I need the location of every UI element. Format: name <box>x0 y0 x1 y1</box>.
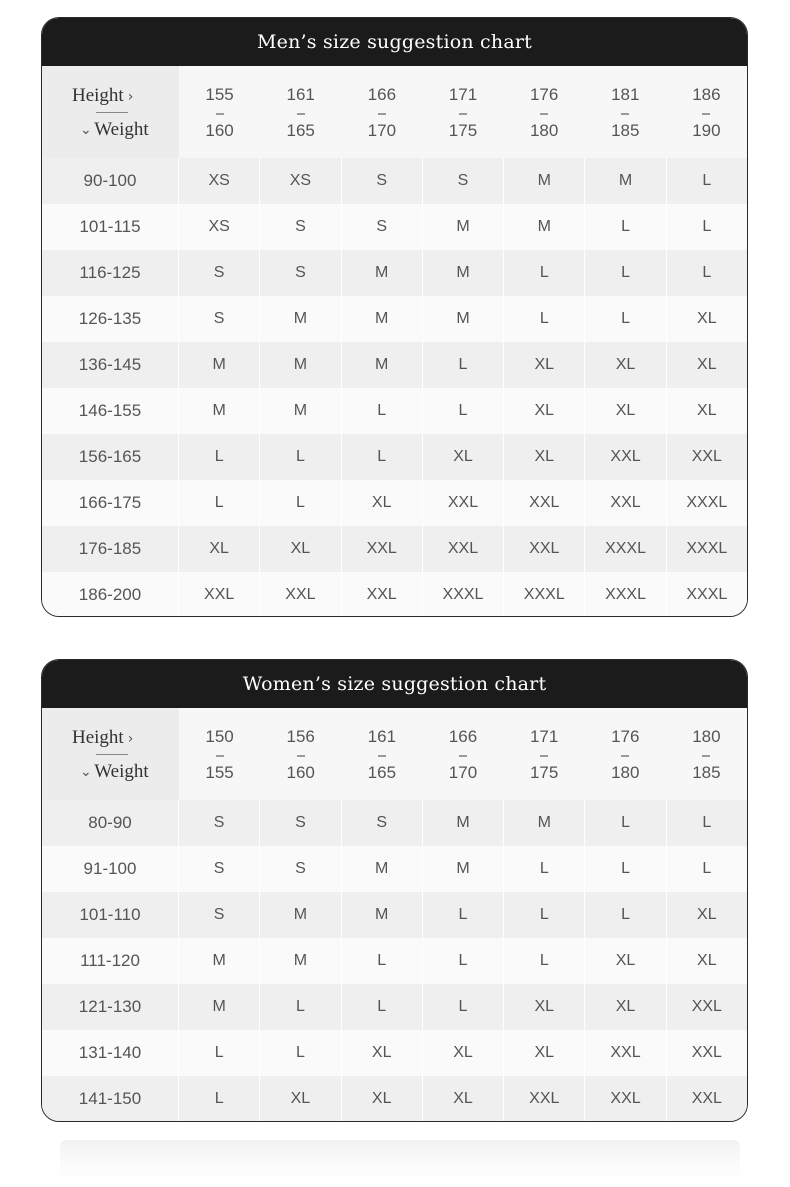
table-row <box>42 250 747 296</box>
table-row <box>42 434 747 480</box>
table-row <box>42 388 747 434</box>
size-cell: M <box>342 892 423 938</box>
size-cell: S <box>423 158 504 204</box>
size-cell: M <box>179 984 260 1030</box>
range-dash <box>459 755 467 757</box>
men-table-body <box>42 158 747 617</box>
height-range-end: 175 <box>448 121 478 140</box>
size-cell: M <box>342 342 423 388</box>
range-dash <box>540 113 548 115</box>
weight-range-cell: 136-145 <box>42 342 179 388</box>
men-height-label: Height <box>72 85 124 106</box>
size-cell: XL <box>667 342 747 388</box>
size-cell: XXL <box>342 572 423 617</box>
size-cell: XL <box>585 342 666 388</box>
size-cell: XXXL <box>667 526 747 572</box>
weight-range-cell: 111-120 <box>42 938 179 984</box>
height-range-end: 165 <box>367 763 397 782</box>
chevron-down-icon: ⌄ <box>80 764 92 780</box>
size-cell: M <box>423 846 504 892</box>
size-cell: XL <box>504 434 585 480</box>
men-height-header-cell <box>585 66 666 158</box>
size-cell: XXL <box>504 1076 585 1122</box>
men-height-label-group <box>72 85 133 107</box>
size-cell: XXL <box>504 526 585 572</box>
size-cell: L <box>667 204 747 250</box>
height-range-start: 161 <box>286 85 315 104</box>
size-cell: M <box>504 800 585 846</box>
height-range-end: 165 <box>286 121 315 140</box>
size-cell: XXL <box>585 434 666 480</box>
size-cell: XXL <box>179 572 260 617</box>
size-cell: XL <box>504 342 585 388</box>
size-cell: L <box>260 1030 341 1076</box>
size-cell: L <box>667 846 747 892</box>
size-cell: M <box>179 388 260 434</box>
women-height-header-cell <box>260 708 341 800</box>
size-cell: L <box>585 250 666 296</box>
size-cell: L <box>423 984 504 1030</box>
table-row <box>42 846 747 892</box>
range-dash <box>378 113 386 115</box>
height-range-start: 171 <box>529 727 559 746</box>
size-cell: L <box>504 250 585 296</box>
size-cell: M <box>260 342 341 388</box>
size-cell: L <box>179 480 260 526</box>
table-row <box>42 938 747 984</box>
size-cell: XXXL <box>504 572 585 617</box>
size-cell: M <box>342 296 423 342</box>
size-cell: L <box>423 938 504 984</box>
table-row <box>42 892 747 938</box>
women-corner-divider <box>96 754 128 755</box>
height-range-end: 175 <box>529 763 559 782</box>
size-cell: XL <box>667 388 747 434</box>
table-row <box>42 984 747 1030</box>
height-range-start: 156 <box>286 727 315 746</box>
size-cell: XXL <box>667 1076 747 1122</box>
size-cell: XL <box>667 938 747 984</box>
size-cell: XL <box>504 1030 585 1076</box>
range-dash <box>459 113 467 115</box>
height-range-start: 171 <box>448 85 478 104</box>
table-row <box>42 526 747 572</box>
weight-range-cell: 80-90 <box>42 800 179 846</box>
size-cell: XL <box>667 892 747 938</box>
size-cell: XS <box>179 158 260 204</box>
range-dash <box>621 755 629 757</box>
size-cell: XL <box>585 388 666 434</box>
women-height-header-cell <box>341 708 422 800</box>
women-table-body <box>42 800 747 1122</box>
size-cell: M <box>342 250 423 296</box>
range-dash <box>702 113 710 115</box>
size-cell: L <box>585 846 666 892</box>
size-cell: L <box>585 296 666 342</box>
men-height-columns <box>179 66 747 158</box>
table-row <box>42 204 747 250</box>
range-dash <box>216 755 224 757</box>
men-chart-title: Men’s size suggestion chart <box>42 18 747 66</box>
height-range-end: 180 <box>611 763 640 782</box>
men-header-row <box>42 66 747 158</box>
size-cell: XL <box>585 938 666 984</box>
size-cell: L <box>260 984 341 1030</box>
women-corner-cell <box>42 708 179 800</box>
table-row <box>42 342 747 388</box>
size-cell: S <box>179 296 260 342</box>
size-cell: M <box>260 938 341 984</box>
women-weight-label <box>80 761 149 783</box>
size-cell: L <box>585 892 666 938</box>
height-range-end: 155 <box>205 763 234 782</box>
range-dash <box>540 755 548 757</box>
size-cell: L <box>260 480 341 526</box>
women-height-label-group <box>72 727 133 749</box>
size-cell: S <box>179 250 260 296</box>
height-range-end: 160 <box>205 121 234 140</box>
size-cell: XL <box>260 1076 341 1122</box>
size-cell: XXL <box>667 984 747 1030</box>
size-cell: L <box>342 984 423 1030</box>
size-cell: XXL <box>504 480 585 526</box>
size-cell: S <box>342 158 423 204</box>
size-cell: S <box>342 800 423 846</box>
size-cell: L <box>423 388 504 434</box>
size-cell: M <box>179 938 260 984</box>
weight-range-cell: 146-155 <box>42 388 179 434</box>
height-range-start: 176 <box>611 727 640 746</box>
height-range-start: 150 <box>205 727 234 746</box>
size-cell: L <box>667 800 747 846</box>
chevron-right-icon: › <box>127 89 134 105</box>
size-cell: XXXL <box>585 572 666 617</box>
size-cell: S <box>260 250 341 296</box>
height-range-start: 161 <box>367 727 397 746</box>
table-row <box>42 800 747 846</box>
size-cell: XS <box>260 158 341 204</box>
height-range-start: 186 <box>692 85 721 104</box>
size-cell: M <box>423 250 504 296</box>
size-cell: XXL <box>667 434 747 480</box>
size-cell: M <box>260 892 341 938</box>
size-cell: XXXL <box>667 572 747 617</box>
size-cell: M <box>504 158 585 204</box>
weight-range-cell: 141-150 <box>42 1076 179 1122</box>
size-cell: L <box>504 892 585 938</box>
size-cell: XL <box>342 1030 423 1076</box>
height-range-start: 155 <box>205 85 234 104</box>
height-range-start: 180 <box>692 727 721 746</box>
women-header-row <box>42 708 747 800</box>
range-dash <box>297 755 305 757</box>
size-cell: XXL <box>585 480 666 526</box>
height-range-end: 170 <box>448 763 478 782</box>
men-height-header-cell <box>341 66 422 158</box>
women-height-header-cell <box>585 708 666 800</box>
size-cell: XL <box>423 1076 504 1122</box>
height-range-end: 185 <box>692 763 721 782</box>
table-row <box>42 572 747 617</box>
size-cell: S <box>260 800 341 846</box>
table-row <box>42 296 747 342</box>
size-cell: XL <box>504 984 585 1030</box>
height-range-end: 170 <box>367 121 397 140</box>
chevron-right-icon: › <box>127 731 134 747</box>
bottom-shadow-strip <box>60 1140 740 1184</box>
size-cell: M <box>423 296 504 342</box>
weight-range-cell: 90-100 <box>42 158 179 204</box>
weight-range-cell: 186-200 <box>42 572 179 617</box>
size-cell: M <box>423 204 504 250</box>
weight-range-cell: 91-100 <box>42 846 179 892</box>
size-cell: S <box>260 846 341 892</box>
weight-range-cell: 176-185 <box>42 526 179 572</box>
height-range-start: 166 <box>367 85 397 104</box>
height-range-end: 185 <box>611 121 640 140</box>
size-cell: XS <box>179 204 260 250</box>
women-height-label: Height <box>72 727 124 748</box>
size-cell: XL <box>423 434 504 480</box>
men-corner-divider <box>96 112 128 113</box>
size-cell: L <box>342 434 423 480</box>
size-cell: XL <box>342 480 423 526</box>
height-range-start: 166 <box>448 727 478 746</box>
height-range-start: 176 <box>529 85 559 104</box>
size-cell: XXXL <box>423 572 504 617</box>
range-dash <box>702 755 710 757</box>
size-cell: XL <box>667 296 747 342</box>
size-cell: M <box>179 342 260 388</box>
size-cell: XL <box>179 526 260 572</box>
men-weight-label <box>80 119 149 141</box>
size-cell: XXL <box>423 526 504 572</box>
size-cell: M <box>585 158 666 204</box>
size-cell: M <box>504 204 585 250</box>
size-cell: S <box>179 892 260 938</box>
weight-range-cell: 121-130 <box>42 984 179 1030</box>
size-cell: XXL <box>260 572 341 617</box>
size-cell: L <box>423 342 504 388</box>
men-height-header-cell <box>260 66 341 158</box>
size-cell: XXL <box>342 526 423 572</box>
range-dash <box>621 113 629 115</box>
size-cell: L <box>179 1030 260 1076</box>
size-cell: XXL <box>585 1030 666 1076</box>
size-cell: S <box>179 846 260 892</box>
size-cell: L <box>179 1076 260 1122</box>
size-cell: XXL <box>585 1076 666 1122</box>
size-cell: L <box>667 250 747 296</box>
weight-range-cell: 166-175 <box>42 480 179 526</box>
women-height-header-cell <box>504 708 585 800</box>
men-height-header-cell <box>179 66 260 158</box>
size-cell: L <box>342 938 423 984</box>
size-cell: XL <box>504 388 585 434</box>
size-cell: L <box>585 204 666 250</box>
size-cell: L <box>585 800 666 846</box>
table-row <box>42 158 747 204</box>
size-cell: S <box>179 800 260 846</box>
size-cell: XXL <box>667 1030 747 1076</box>
table-row <box>42 480 747 526</box>
size-cell: XXL <box>423 480 504 526</box>
men-height-header-cell <box>422 66 503 158</box>
size-cell: L <box>504 296 585 342</box>
height-range-end: 160 <box>286 763 315 782</box>
men-corner-cell <box>42 66 179 158</box>
size-cell: M <box>260 296 341 342</box>
women-height-header-cell <box>666 708 747 800</box>
range-dash <box>378 755 386 757</box>
size-cell: M <box>423 800 504 846</box>
men-size-chart <box>41 17 748 617</box>
table-row <box>42 1030 747 1076</box>
chevron-down-icon: ⌄ <box>80 122 92 138</box>
size-cell: L <box>504 938 585 984</box>
size-cell: XXXL <box>585 526 666 572</box>
range-dash <box>216 113 224 115</box>
women-size-chart <box>41 659 748 1122</box>
weight-range-cell: 126-135 <box>42 296 179 342</box>
size-cell: XL <box>423 1030 504 1076</box>
size-cell: M <box>260 388 341 434</box>
height-range-start: 181 <box>611 85 640 104</box>
size-cell: M <box>342 846 423 892</box>
size-cell: L <box>179 434 260 480</box>
size-cell: L <box>423 892 504 938</box>
weight-range-cell: 101-110 <box>42 892 179 938</box>
weight-range-cell: 131-140 <box>42 1030 179 1076</box>
height-range-end: 180 <box>529 121 559 140</box>
women-height-header-cell <box>422 708 503 800</box>
size-cell: S <box>260 204 341 250</box>
men-height-header-cell <box>666 66 747 158</box>
women-height-header-cell <box>179 708 260 800</box>
weight-range-cell: 101-115 <box>42 204 179 250</box>
size-cell: L <box>504 846 585 892</box>
size-cell: L <box>260 434 341 480</box>
table-row <box>42 1076 747 1122</box>
size-cell: S <box>342 204 423 250</box>
women-height-columns <box>179 708 747 800</box>
size-cell: XL <box>585 984 666 1030</box>
size-cell: XL <box>260 526 341 572</box>
size-cell: XXXL <box>667 480 747 526</box>
men-height-header-cell <box>504 66 585 158</box>
height-range-end: 190 <box>692 121 721 140</box>
size-cell: L <box>667 158 747 204</box>
range-dash <box>297 113 305 115</box>
size-cell: XL <box>342 1076 423 1122</box>
size-cell: L <box>342 388 423 434</box>
weight-range-cell: 116-125 <box>42 250 179 296</box>
men-weight-label-text: Weight <box>94 119 149 140</box>
weight-range-cell: 156-165 <box>42 434 179 480</box>
women-weight-label-text: Weight <box>94 761 149 782</box>
women-chart-title: Women’s size suggestion chart <box>42 660 747 708</box>
